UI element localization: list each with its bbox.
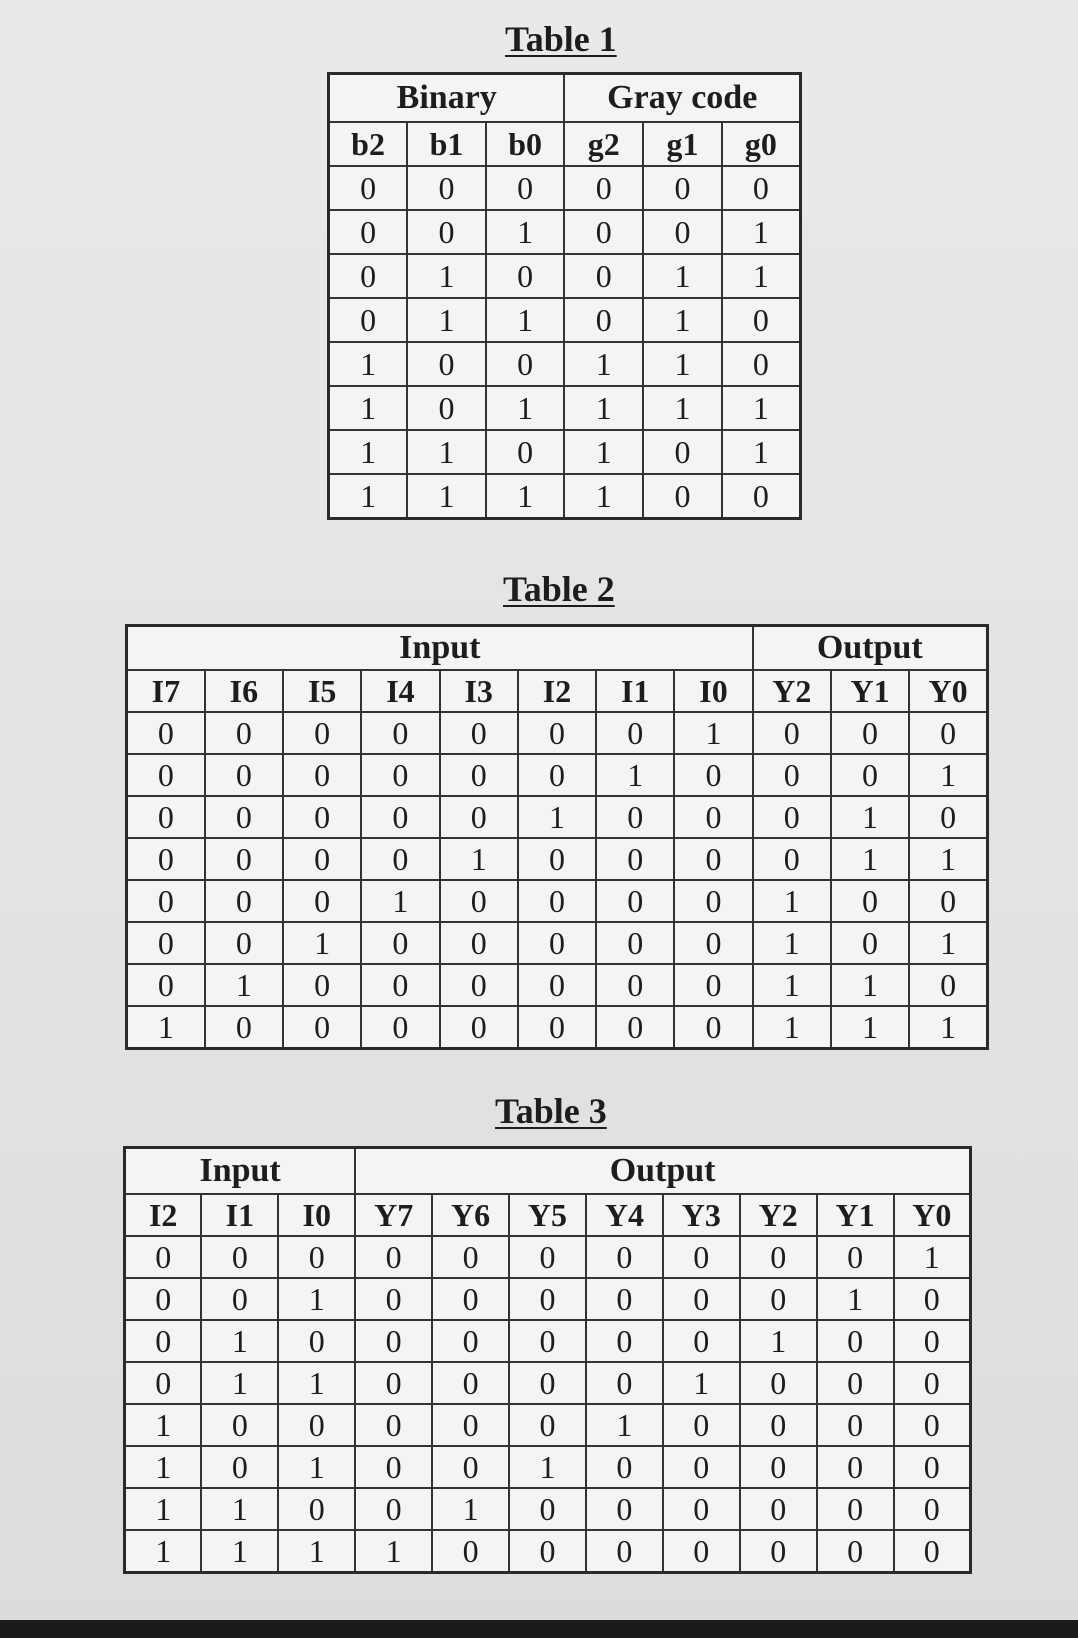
col-y0: Y0 [909, 670, 987, 712]
table-row [125, 1236, 971, 1278]
table-cell: 0 [407, 386, 486, 430]
table-cell: 0 [509, 1236, 586, 1278]
table-cell: 0 [486, 430, 565, 474]
col-g1: g1 [643, 122, 722, 166]
table-cell: 0 [278, 1404, 355, 1446]
screen-bezel [0, 1620, 1078, 1638]
table-cell: 0 [283, 1006, 361, 1049]
table-cell: 0 [205, 754, 283, 796]
table-row [127, 964, 988, 1006]
table-cell: 1 [753, 964, 831, 1006]
table1-caption: Table 1 [505, 19, 617, 59]
table-cell: 0 [740, 1488, 817, 1530]
table-cell: 1 [596, 754, 674, 796]
table-cell: 0 [407, 210, 486, 254]
table-cell: 0 [663, 1530, 740, 1573]
table-cell: 0 [486, 254, 565, 298]
table-cell: 0 [127, 712, 205, 754]
table-cell: 0 [509, 1404, 586, 1446]
table-cell: 0 [486, 166, 565, 210]
table-cell: 0 [740, 1278, 817, 1320]
column-header-row [329, 122, 801, 166]
table-cell: 1 [361, 880, 439, 922]
table-cell: 0 [125, 1278, 202, 1320]
table-cell: 0 [586, 1488, 663, 1530]
table-cell: 0 [894, 1488, 971, 1530]
table-cell: 1 [407, 430, 486, 474]
table-cell: 0 [894, 1320, 971, 1362]
table-cell: 0 [361, 1006, 439, 1049]
table-cell: 0 [674, 922, 752, 964]
col-i1: I1 [596, 670, 674, 712]
column-header-row [127, 670, 988, 712]
table-cell: 0 [722, 298, 801, 342]
table-row [329, 386, 801, 430]
table-cell: 0 [674, 796, 752, 838]
table-cell: 0 [283, 754, 361, 796]
table-cell: 1 [486, 298, 565, 342]
col-y0: Y0 [894, 1194, 971, 1236]
table-cell: 1 [674, 712, 752, 754]
table-cell: 1 [125, 1488, 202, 1530]
table-cell: 0 [643, 166, 722, 210]
table-cell: 1 [643, 298, 722, 342]
col-i0: I0 [674, 670, 752, 712]
table-cell: 0 [564, 254, 643, 298]
table-cell: 0 [440, 964, 518, 1006]
table-cell: 1 [205, 964, 283, 1006]
table-cell: 0 [643, 474, 722, 519]
table-row [127, 796, 988, 838]
table-cell: 0 [564, 210, 643, 254]
col-i2: I2 [518, 670, 596, 712]
column-header-row [125, 1194, 971, 1236]
table-cell: 0 [894, 1446, 971, 1488]
table-cell: 1 [201, 1362, 278, 1404]
table-cell: 0 [355, 1278, 432, 1320]
table-cell: 0 [909, 796, 987, 838]
table-cell: 0 [518, 880, 596, 922]
table-row [125, 1488, 971, 1530]
table-cell: 1 [909, 1006, 987, 1049]
table-cell: 0 [596, 1006, 674, 1049]
table-cell: 0 [596, 922, 674, 964]
group-header-row [127, 626, 988, 671]
table-cell: 0 [205, 880, 283, 922]
table-row [125, 1446, 971, 1488]
table-cell: 0 [127, 880, 205, 922]
group-header-row [329, 74, 801, 123]
table-cell: 1 [831, 796, 909, 838]
table-cell: 1 [355, 1530, 432, 1573]
table-cell: 0 [278, 1320, 355, 1362]
group-gray-code: Gray code [564, 74, 800, 123]
table-row [127, 1006, 988, 1049]
table-cell: 0 [355, 1446, 432, 1488]
table-cell: 0 [440, 880, 518, 922]
table-cell: 0 [205, 712, 283, 754]
table-cell: 1 [909, 838, 987, 880]
table-cell: 0 [817, 1236, 894, 1278]
table-cell: 0 [283, 880, 361, 922]
col-i2: I2 [125, 1194, 202, 1236]
table-cell: 1 [586, 1404, 663, 1446]
table-cell: 0 [894, 1278, 971, 1320]
table-cell: 0 [596, 880, 674, 922]
table-cell: 1 [722, 210, 801, 254]
table-cell: 0 [432, 1236, 509, 1278]
table-cell: 0 [586, 1530, 663, 1573]
col-y7: Y7 [355, 1194, 432, 1236]
table-cell: 0 [355, 1236, 432, 1278]
table-cell: 0 [753, 838, 831, 880]
table-row [329, 166, 801, 210]
table-cell: 0 [205, 838, 283, 880]
table-cell: 0 [722, 342, 801, 386]
col-b0: b0 [486, 122, 565, 166]
table-cell: 0 [596, 796, 674, 838]
col-i4: I4 [361, 670, 439, 712]
table-cell: 0 [361, 838, 439, 880]
table-cell: 0 [586, 1362, 663, 1404]
table-cell: 0 [586, 1236, 663, 1278]
table-cell: 0 [283, 712, 361, 754]
table-cell: 1 [440, 838, 518, 880]
table-cell: 0 [127, 922, 205, 964]
table-cell: 1 [722, 386, 801, 430]
table-cell: 1 [894, 1236, 971, 1278]
table-cell: 0 [509, 1362, 586, 1404]
table-cell: 0 [564, 166, 643, 210]
table-cell: 0 [817, 1446, 894, 1488]
table-cell: 0 [894, 1362, 971, 1404]
table-cell: 0 [740, 1362, 817, 1404]
table-cell: 1 [127, 1006, 205, 1049]
table-cell: 1 [643, 254, 722, 298]
table-row [127, 754, 988, 796]
table-cell: 1 [831, 838, 909, 880]
table-cell: 0 [586, 1278, 663, 1320]
table-cell: 0 [518, 712, 596, 754]
table-cell: 1 [909, 754, 987, 796]
table-cell: 0 [894, 1530, 971, 1573]
table-cell: 1 [753, 880, 831, 922]
table-cell: 1 [643, 342, 722, 386]
encoder-table [125, 624, 989, 1050]
col-i1: I1 [201, 1194, 278, 1236]
table-cell: 0 [329, 254, 408, 298]
table-row [329, 430, 801, 474]
table-cell: 0 [355, 1404, 432, 1446]
table-cell: 0 [361, 964, 439, 1006]
table-cell: 0 [125, 1236, 202, 1278]
table-cell: 0 [663, 1278, 740, 1320]
table-cell: 1 [753, 1006, 831, 1049]
table-cell: 1 [278, 1446, 355, 1488]
table-cell: 0 [283, 838, 361, 880]
table-cell: 1 [518, 796, 596, 838]
table-cell: 0 [817, 1488, 894, 1530]
table-row [127, 922, 988, 964]
table-cell: 0 [432, 1278, 509, 1320]
table-cell: 0 [674, 838, 752, 880]
group-binary: Binary [329, 74, 565, 123]
col-y4: Y4 [586, 1194, 663, 1236]
table-cell: 0 [361, 754, 439, 796]
table-cell: 0 [205, 1006, 283, 1049]
table-cell: 0 [643, 430, 722, 474]
table-cell: 0 [361, 712, 439, 754]
table-cell: 0 [432, 1446, 509, 1488]
table-cell: 0 [355, 1320, 432, 1362]
table-cell: 1 [278, 1530, 355, 1573]
table-cell: 1 [278, 1278, 355, 1320]
table-cell: 1 [201, 1488, 278, 1530]
table-cell: 1 [643, 386, 722, 430]
table-row [125, 1278, 971, 1320]
col-y2: Y2 [740, 1194, 817, 1236]
table-cell: 0 [432, 1320, 509, 1362]
group-output: Output [355, 1148, 970, 1195]
table-cell: 1 [278, 1362, 355, 1404]
table2-caption: Table 2 [503, 569, 615, 609]
table-cell: 0 [909, 880, 987, 922]
table-cell: 0 [518, 964, 596, 1006]
table-cell: 1 [407, 254, 486, 298]
table-cell: 0 [909, 964, 987, 1006]
table-cell: 0 [564, 298, 643, 342]
table-cell: 1 [663, 1362, 740, 1404]
table-cell: 0 [663, 1446, 740, 1488]
group-output: Output [753, 626, 988, 671]
table-cell: 0 [440, 754, 518, 796]
table-cell: 0 [518, 838, 596, 880]
table-row [127, 712, 988, 754]
table-cell: 0 [663, 1404, 740, 1446]
table-cell: 1 [817, 1278, 894, 1320]
table-cell: 0 [355, 1488, 432, 1530]
table-cell: 1 [125, 1530, 202, 1573]
table-cell: 1 [407, 474, 486, 519]
table-cell: 1 [722, 254, 801, 298]
table-cell: 1 [722, 430, 801, 474]
table-row [329, 210, 801, 254]
table-cell: 0 [205, 922, 283, 964]
table-cell: 0 [329, 298, 408, 342]
table-cell: 0 [831, 922, 909, 964]
table-row [329, 474, 801, 519]
table-cell: 1 [329, 430, 408, 474]
table-cell: 0 [509, 1488, 586, 1530]
table-cell: 0 [278, 1236, 355, 1278]
table-cell: 0 [831, 754, 909, 796]
table-cell: 0 [817, 1362, 894, 1404]
col-y5: Y5 [509, 1194, 586, 1236]
table-cell: 0 [407, 166, 486, 210]
table-cell: 0 [740, 1446, 817, 1488]
table-cell: 0 [643, 210, 722, 254]
table-cell: 0 [127, 838, 205, 880]
table-cell: 0 [509, 1320, 586, 1362]
table-cell: 0 [817, 1320, 894, 1362]
table-row [125, 1320, 971, 1362]
group-input: Input [127, 626, 753, 671]
table-cell: 0 [596, 964, 674, 1006]
table-cell: 0 [740, 1236, 817, 1278]
col-y2: Y2 [753, 670, 831, 712]
table-cell: 1 [509, 1446, 586, 1488]
table-cell: 0 [201, 1236, 278, 1278]
table-cell: 1 [125, 1404, 202, 1446]
table3-caption: Table 3 [495, 1091, 607, 1131]
table-cell: 0 [329, 166, 408, 210]
table-cell: 0 [596, 838, 674, 880]
table-cell: 0 [205, 796, 283, 838]
table-cell: 0 [201, 1446, 278, 1488]
table-cell: 0 [831, 712, 909, 754]
table-cell: 0 [432, 1404, 509, 1446]
table-cell: 0 [753, 712, 831, 754]
table-cell: 0 [278, 1488, 355, 1530]
table-cell: 0 [432, 1530, 509, 1573]
table-row [127, 880, 988, 922]
table-cell: 0 [722, 474, 801, 519]
col-i7: I7 [127, 670, 205, 712]
col-y1: Y1 [831, 670, 909, 712]
table-row [127, 838, 988, 880]
col-g2: g2 [564, 122, 643, 166]
table-row [329, 254, 801, 298]
table-cell: 1 [283, 922, 361, 964]
table-cell: 1 [564, 386, 643, 430]
table-cell: 1 [740, 1320, 817, 1362]
table-cell: 1 [432, 1488, 509, 1530]
table-cell: 1 [329, 342, 408, 386]
table-row [125, 1530, 971, 1573]
table-cell: 0 [329, 210, 408, 254]
table-cell: 0 [722, 166, 801, 210]
table-cell: 0 [663, 1488, 740, 1530]
table-cell: 0 [753, 796, 831, 838]
table-cell: 0 [663, 1236, 740, 1278]
table-cell: 0 [817, 1530, 894, 1573]
table-cell: 1 [753, 922, 831, 964]
group-input: Input [125, 1148, 356, 1195]
table-cell: 0 [831, 880, 909, 922]
table-cell: 1 [329, 386, 408, 430]
table-cell: 1 [201, 1530, 278, 1573]
decoder-table [123, 1146, 972, 1574]
col-i5: I5 [283, 670, 361, 712]
table-cell: 1 [329, 474, 408, 519]
table-cell: 1 [486, 474, 565, 519]
table-cell: 0 [817, 1404, 894, 1446]
table-cell: 0 [674, 880, 752, 922]
table-cell: 0 [518, 922, 596, 964]
table-cell: 1 [564, 474, 643, 519]
table-cell: 0 [740, 1404, 817, 1446]
table-cell: 0 [509, 1530, 586, 1573]
col-i0: I0 [278, 1194, 355, 1236]
table-cell: 0 [127, 964, 205, 1006]
table-cell: 1 [909, 922, 987, 964]
table-cell: 0 [127, 754, 205, 796]
table-cell: 0 [355, 1362, 432, 1404]
table-cell: 0 [283, 796, 361, 838]
table-cell: 0 [674, 964, 752, 1006]
col-y1: Y1 [817, 1194, 894, 1236]
table-cell: 1 [564, 430, 643, 474]
table-cell: 1 [486, 210, 565, 254]
table-cell: 0 [674, 754, 752, 796]
table-cell: 0 [201, 1404, 278, 1446]
table-cell: 0 [361, 796, 439, 838]
group-header-row [125, 1148, 971, 1195]
table-row [329, 298, 801, 342]
table-cell: 1 [125, 1446, 202, 1488]
table-cell: 1 [201, 1320, 278, 1362]
table-cell: 0 [283, 964, 361, 1006]
table-row [329, 342, 801, 386]
table-cell: 0 [440, 796, 518, 838]
col-i6: I6 [205, 670, 283, 712]
col-y6: Y6 [432, 1194, 509, 1236]
col-b2: b2 [329, 122, 408, 166]
table-cell: 1 [407, 298, 486, 342]
table-cell: 1 [486, 386, 565, 430]
table-cell: 0 [361, 922, 439, 964]
table-cell: 0 [125, 1320, 202, 1362]
table-cell: 0 [909, 712, 987, 754]
table-cell: 0 [125, 1362, 202, 1404]
binary-gray-table [327, 72, 802, 520]
table-cell: 0 [127, 796, 205, 838]
table-cell: 0 [596, 712, 674, 754]
table-cell: 0 [440, 922, 518, 964]
table-cell: 0 [407, 342, 486, 386]
col-y3: Y3 [663, 1194, 740, 1236]
table-cell: 0 [663, 1320, 740, 1362]
col-i3: I3 [440, 670, 518, 712]
table-cell: 0 [586, 1320, 663, 1362]
col-b1: b1 [407, 122, 486, 166]
table-cell: 1 [831, 1006, 909, 1049]
table-cell: 0 [440, 712, 518, 754]
table-cell: 1 [831, 964, 909, 1006]
table-cell: 0 [674, 1006, 752, 1049]
table-cell: 0 [740, 1530, 817, 1573]
table-cell: 0 [894, 1404, 971, 1446]
table-row [125, 1404, 971, 1446]
table-cell: 0 [753, 754, 831, 796]
table-cell: 0 [486, 342, 565, 386]
table-cell: 0 [518, 754, 596, 796]
table-cell: 0 [509, 1278, 586, 1320]
table-cell: 0 [432, 1362, 509, 1404]
table-row [125, 1362, 971, 1404]
table-cell: 0 [440, 1006, 518, 1049]
col-g0: g0 [722, 122, 801, 166]
table-cell: 0 [586, 1446, 663, 1488]
table-cell: 0 [518, 1006, 596, 1049]
table-cell: 0 [201, 1278, 278, 1320]
table-cell: 1 [564, 342, 643, 386]
